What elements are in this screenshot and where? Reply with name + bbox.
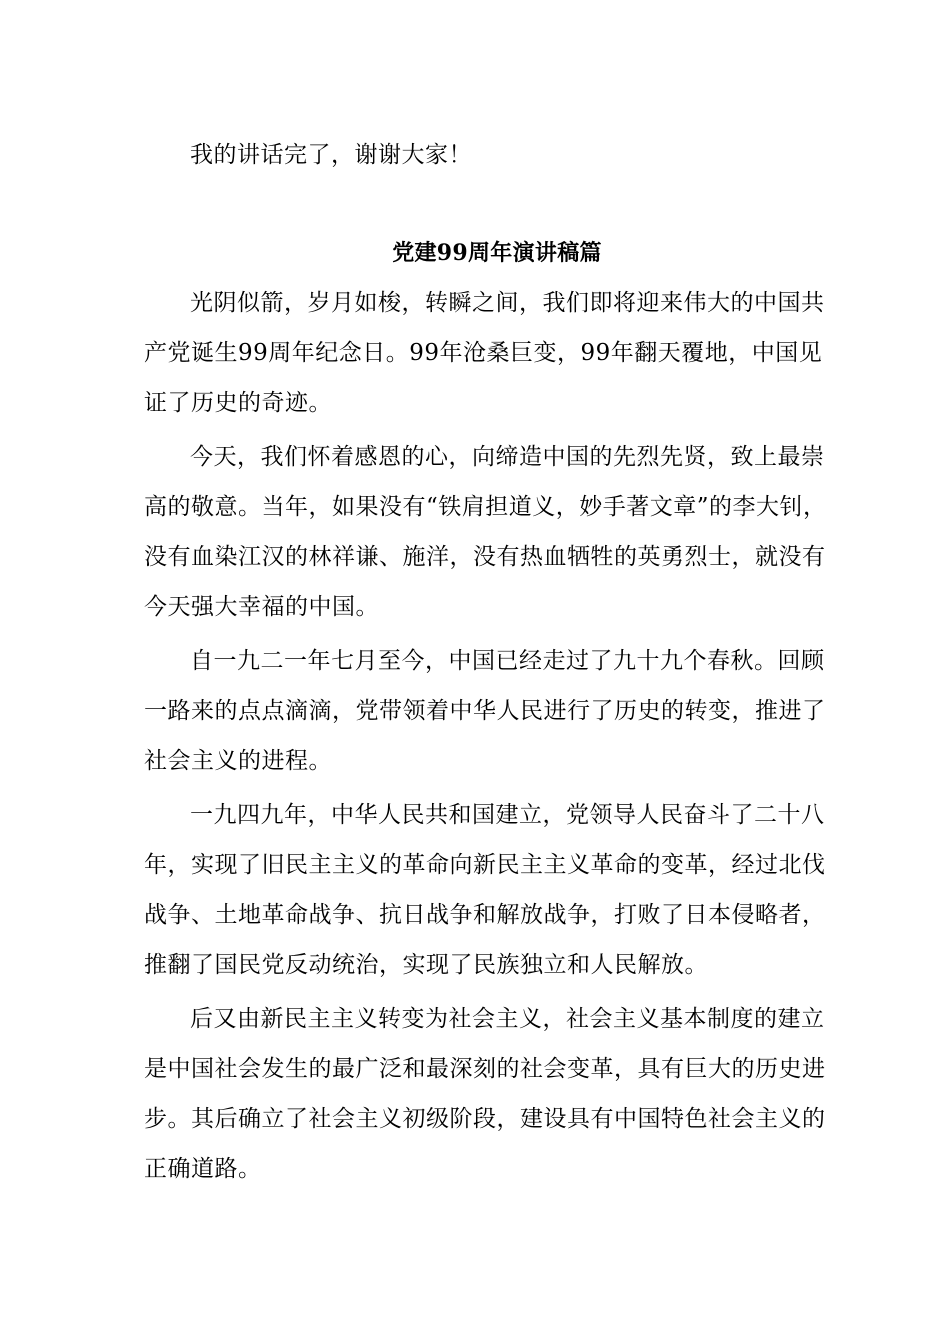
closing-remark: 我的讲话完了，谢谢大家！ (190, 142, 472, 168)
section-title: 党建99周年演讲稿篇 (392, 240, 602, 266)
paragraph-line: 后又由新民主主义转变为社会主义，社会主义基本制度的建立 (190, 1006, 825, 1032)
paragraph-1 (144, 278, 825, 428)
paragraph-line: 光阴似箭，岁月如梭，转瞬之间，我们即将迎来伟大的中国共 (190, 290, 825, 316)
paragraph-line: 产党诞生99周年纪念日。99年沧桑巨变，99年翻天覆地，中国见 (144, 340, 823, 366)
paragraph-line: 一九四九年，中华人民共和国建立，党领导人民奋斗了二十八 (190, 802, 825, 828)
paragraph-line: 是中国社会发生的最广泛和最深刻的社会变革，具有巨大的历史进 (144, 1056, 826, 1082)
paragraph-line: 自一九二一年七月至今，中国已经走过了九十九个春秋。回顾 (190, 648, 825, 674)
paragraph-5 (144, 994, 826, 1194)
paragraph-line: 正确道路。 (144, 1156, 262, 1182)
paragraph-line: 年，实现了旧民主主义的革命向新民主主义革命的变革，经过北伐 (144, 852, 826, 878)
paragraph-line: 一路来的点点滴滴，党带领着中华人民进行了历史的转变，推进了 (144, 698, 826, 724)
paragraph-line: 没有血染江汉的林祥谦、施洋，没有热血牺牲的英勇烈士，就没有 (144, 544, 826, 570)
paragraph-2 (144, 432, 827, 632)
body-text (144, 278, 827, 1194)
paragraph-line: 今天强大幸福的中国。 (144, 594, 379, 620)
paragraph-line: 社会主义的进程。 (144, 748, 332, 774)
paragraph-line: 推翻了国民党反动统治，实现了民族独立和人民解放。 (144, 952, 708, 978)
paragraph-line: 战争、土地革命战争、抗日战争和解放战争，打败了日本侵略者， (144, 902, 826, 928)
paragraph-line: 高的敬意。当年，如果没有“铁肩担道义，妙手著文章”的李大钊， (144, 494, 827, 520)
paragraph-3 (144, 636, 826, 786)
paragraph-line: 步。其后确立了社会主义初级阶段，建设具有中国特色社会主义的 (144, 1106, 826, 1132)
paragraph-line: 证了历史的奇迹。 (144, 390, 332, 416)
document-page (144, 130, 827, 1194)
paragraph-line: 今天，我们怀着感恩的心，向缔造中国的先烈先贤，致上最崇 (190, 444, 825, 470)
paragraph-4 (144, 790, 826, 990)
